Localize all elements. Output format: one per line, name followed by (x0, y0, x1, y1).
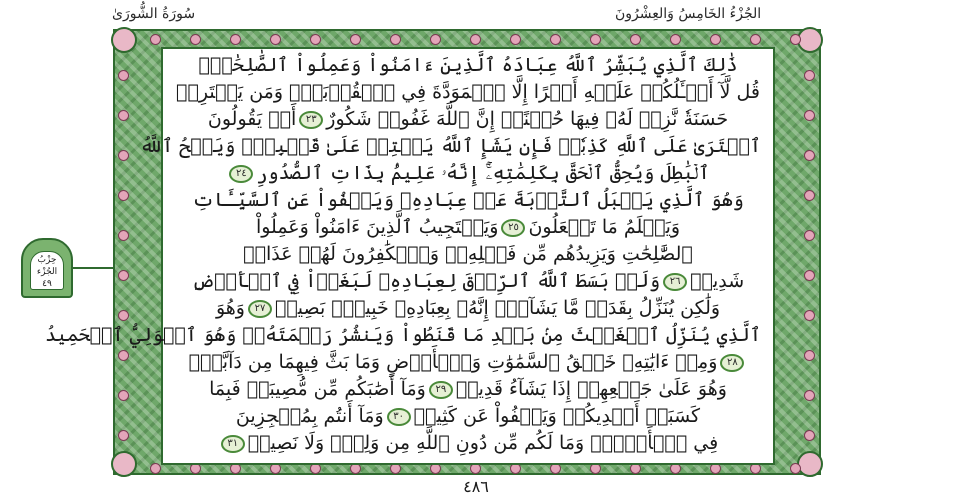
verse-text: وَيَعۡلَمُ مَا تَفۡعَلُونَ (528, 216, 681, 238)
corner-ornament (111, 27, 137, 53)
flower-ornament (804, 350, 815, 361)
flower-ornament (150, 463, 161, 474)
verse-text: أَمۡ يَقُولُونَ (207, 108, 297, 130)
flower-ornament (750, 34, 761, 45)
flower-ornament (804, 430, 815, 441)
ayah-number-marker: ٢٦ (663, 273, 687, 291)
flower-ornament (804, 390, 815, 401)
flower-ornament (470, 34, 481, 45)
flower-ornament (804, 270, 815, 281)
hizb-label: حِزْبُ (37, 255, 57, 265)
flower-ornament (510, 34, 521, 45)
flower-ornament (118, 310, 129, 321)
flower-ornament (118, 190, 129, 201)
verse-text: وَهُوَ (215, 297, 245, 319)
verse-text: ٱفۡتَرَىٰ عَلَى ٱللَّهِ كَذِبٗاۖ فَإِن يَشَإِ ٱللَّهُ يَخۡتِمۡ عَلَىٰ قَلۡبِكَۗ وَيَمۡحُ ٱللَّهُ (139, 135, 761, 157)
flower-ornament (230, 34, 241, 45)
verse-text: وَيَسۡتَجِيبُ ٱلَّذِينَ ءَامَنُواْ وَعَمِلُواْ (255, 216, 499, 238)
flower-ornament (430, 34, 441, 45)
flower-ornament (630, 34, 641, 45)
verse-text: ذَٰلِكَ ٱلَّذِي يُبَشِّرُ ٱللَّهُ عِبَادَهُ ٱلَّذِينَ ءَامَنُواْ وَعَمِلُواْ ٱلصَّٰلِحَٰتِۗ (198, 54, 738, 76)
ayah-number-marker: ٢٣ (299, 111, 323, 129)
verse-line (175, 241, 761, 268)
ayah-number-marker: ٢٥ (501, 219, 525, 237)
verse-line (175, 187, 761, 214)
flower-ornament (790, 34, 801, 45)
verse-line (175, 349, 761, 376)
verse-line (175, 160, 761, 187)
flower-ornament (670, 34, 681, 45)
flower-ornament (790, 463, 801, 474)
verse-line (175, 430, 761, 457)
ayah-number-marker: ٢٤ (229, 165, 253, 183)
flower-ornament (310, 34, 321, 45)
hizb-marker-label (30, 251, 64, 290)
verse-text: وَلَوۡ بَسَطَ ٱللَّهُ ٱلرِّزۡقَ لِعِبَادِهِۦ لَبَغَوۡاْ فِي ٱلۡأَرۡضِ (191, 270, 661, 292)
corner-ornament (111, 451, 137, 477)
verse-line (175, 52, 761, 79)
verse-line (45, 322, 761, 349)
verse-text: قُل لَّآ أَسۡـَٔلُكُمۡ عَلَيۡهِ أَجۡرًا إِلَّا ٱلۡمَوَدَّةَ فِي ٱلۡقُرۡبَىٰۗ وَمَن يَقۡتَرِفۡ (176, 81, 760, 103)
flower-ornament (118, 390, 129, 401)
verse-text: وَلَٰكِن يُنَزِّلُ بِقَدَرٖ مَّا يَشَآءُۚ إِنَّهُۥ بِعِبَادِهِۦ خَبِيرُۢ بَصِيرٞ (274, 297, 721, 319)
ayah-number-marker: ٣٠ (387, 408, 411, 426)
verse-text: وَمِنۡ ءَايَٰتِهِۦ خَلۡقُ ٱلسَّمَٰوَٰتِ وَٱلۡأَرۡضِ وَمَا بَثَّ فِيهِمَا مِن دَآبَّةٖۚ (188, 351, 718, 373)
verse-line (175, 295, 761, 322)
hizb-number: ٤٩ (42, 279, 52, 289)
flower-ornament (804, 230, 815, 241)
flower-ornament (804, 110, 815, 121)
flower-ornament (118, 230, 129, 241)
flower-ornament (118, 70, 129, 81)
verse-text: ٱلۡبَٰطِلَ وَيُحِقُّ ٱلۡحَقَّ بِكَلِمَٰتِهِۦٓۚ إِنَّهُۥ عَلِيمُۢ بِذَاتِ ٱلصُّدُورِ (256, 162, 710, 184)
verse-line (175, 79, 761, 106)
flower-ornament (804, 310, 815, 321)
verse-text: حَسَنَةٗ نَّزِدۡ لَهُۥ فِيهَا حُسۡنًاۚ إِنَّ ٱللَّهَ غَفُورٞ شَكُورٌ (326, 108, 729, 130)
verse-text: وَهُوَ عَلَىٰ جَمۡعِهِمۡ إِذَا يَشَآءُ قَدِيرٞ (455, 378, 727, 400)
flower-ornament (150, 34, 161, 45)
hizb-connector (73, 267, 113, 269)
hizb-sub: الجُزْء (36, 267, 58, 277)
ayah-number-marker: ٢٧ (248, 300, 272, 318)
verse-line (139, 133, 761, 160)
verse-text: شَدِيدٞ (690, 270, 745, 292)
verse-text: وَهُوَ ٱلَّذِي يَقۡبَلُ ٱلتَّوۡبَةَ عَنۡ عِبَادِهِۦ وَيَعۡفُواْ عَنِ ٱلسَّيِّـَٔاتِ (192, 189, 744, 211)
verse-text: ٱلصَّٰلِحَٰتِ وَيَزِيدُهُم مِّن فَضۡلِهِۦۚ وَٱلۡكَٰفِرُونَ لَهُمۡ عَذَابٞ (243, 243, 693, 265)
page-number: ٤٨٦ (463, 477, 489, 496)
verse-line (175, 376, 761, 403)
ayah-number-marker: ٣١ (221, 435, 245, 453)
flower-ornament (804, 70, 815, 81)
juz-title: الجُزْءُ الخَامِسُ وَالعِشْرُونَ (615, 6, 762, 22)
flower-ornament (710, 34, 721, 45)
flower-ornament (804, 190, 815, 201)
flower-ornament (118, 150, 129, 161)
flower-ornament (390, 34, 401, 45)
flower-ornament (118, 110, 129, 121)
flower-ornament (118, 270, 129, 281)
verse-line (175, 268, 761, 295)
flower-ornament (270, 34, 281, 45)
verse-line (175, 106, 761, 133)
verse-text: فِي ٱلۡأَرۡضِۖ وَمَا لَكُم مِّن دُونِ ٱللَّهِ مِن وَلِيّٖ وَلَا نَصِيرٖ (247, 432, 719, 454)
flower-ornament (350, 34, 361, 45)
hizb-marker (21, 238, 73, 298)
flower-ornament (190, 34, 201, 45)
flower-ornament (118, 430, 129, 441)
verse-text: وَمَآ أَنتُم بِمُعۡجِزِينَ (235, 405, 384, 427)
verse-line (175, 214, 761, 241)
corner-ornament (797, 451, 823, 477)
flower-ornament (590, 34, 601, 45)
surah-title: سُورَةُ الشُّورَىٰ (112, 6, 196, 22)
verse-line (175, 403, 761, 430)
flower-ornament (550, 34, 561, 45)
flower-ornament (804, 150, 815, 161)
ayah-number-marker: ٢٩ (429, 381, 453, 399)
verse-text: وَمَآ أَصَٰبَكُم مِّن مُّصِيبَةٖ فَبِمَا (209, 378, 426, 400)
ayah-number-marker: ٢٨ (720, 354, 744, 372)
flower-ornament (118, 350, 129, 361)
verse-text: كَسَبَتۡ أَيۡدِيكُمۡ وَيَعۡفُواْ عَن كَثِيرٖ (413, 405, 701, 427)
verse-text: ٱلَّذِي يُنَزِّلُ ٱلۡغَيۡثَ مِنۢ بَعۡدِ مَا قَنَطُواْ وَيَنشُرُ رَحۡمَتَهُۥۚ وَهُوَ ٱلۡوَلِيُّ ٱلۡحَمِيدُ (45, 324, 761, 346)
